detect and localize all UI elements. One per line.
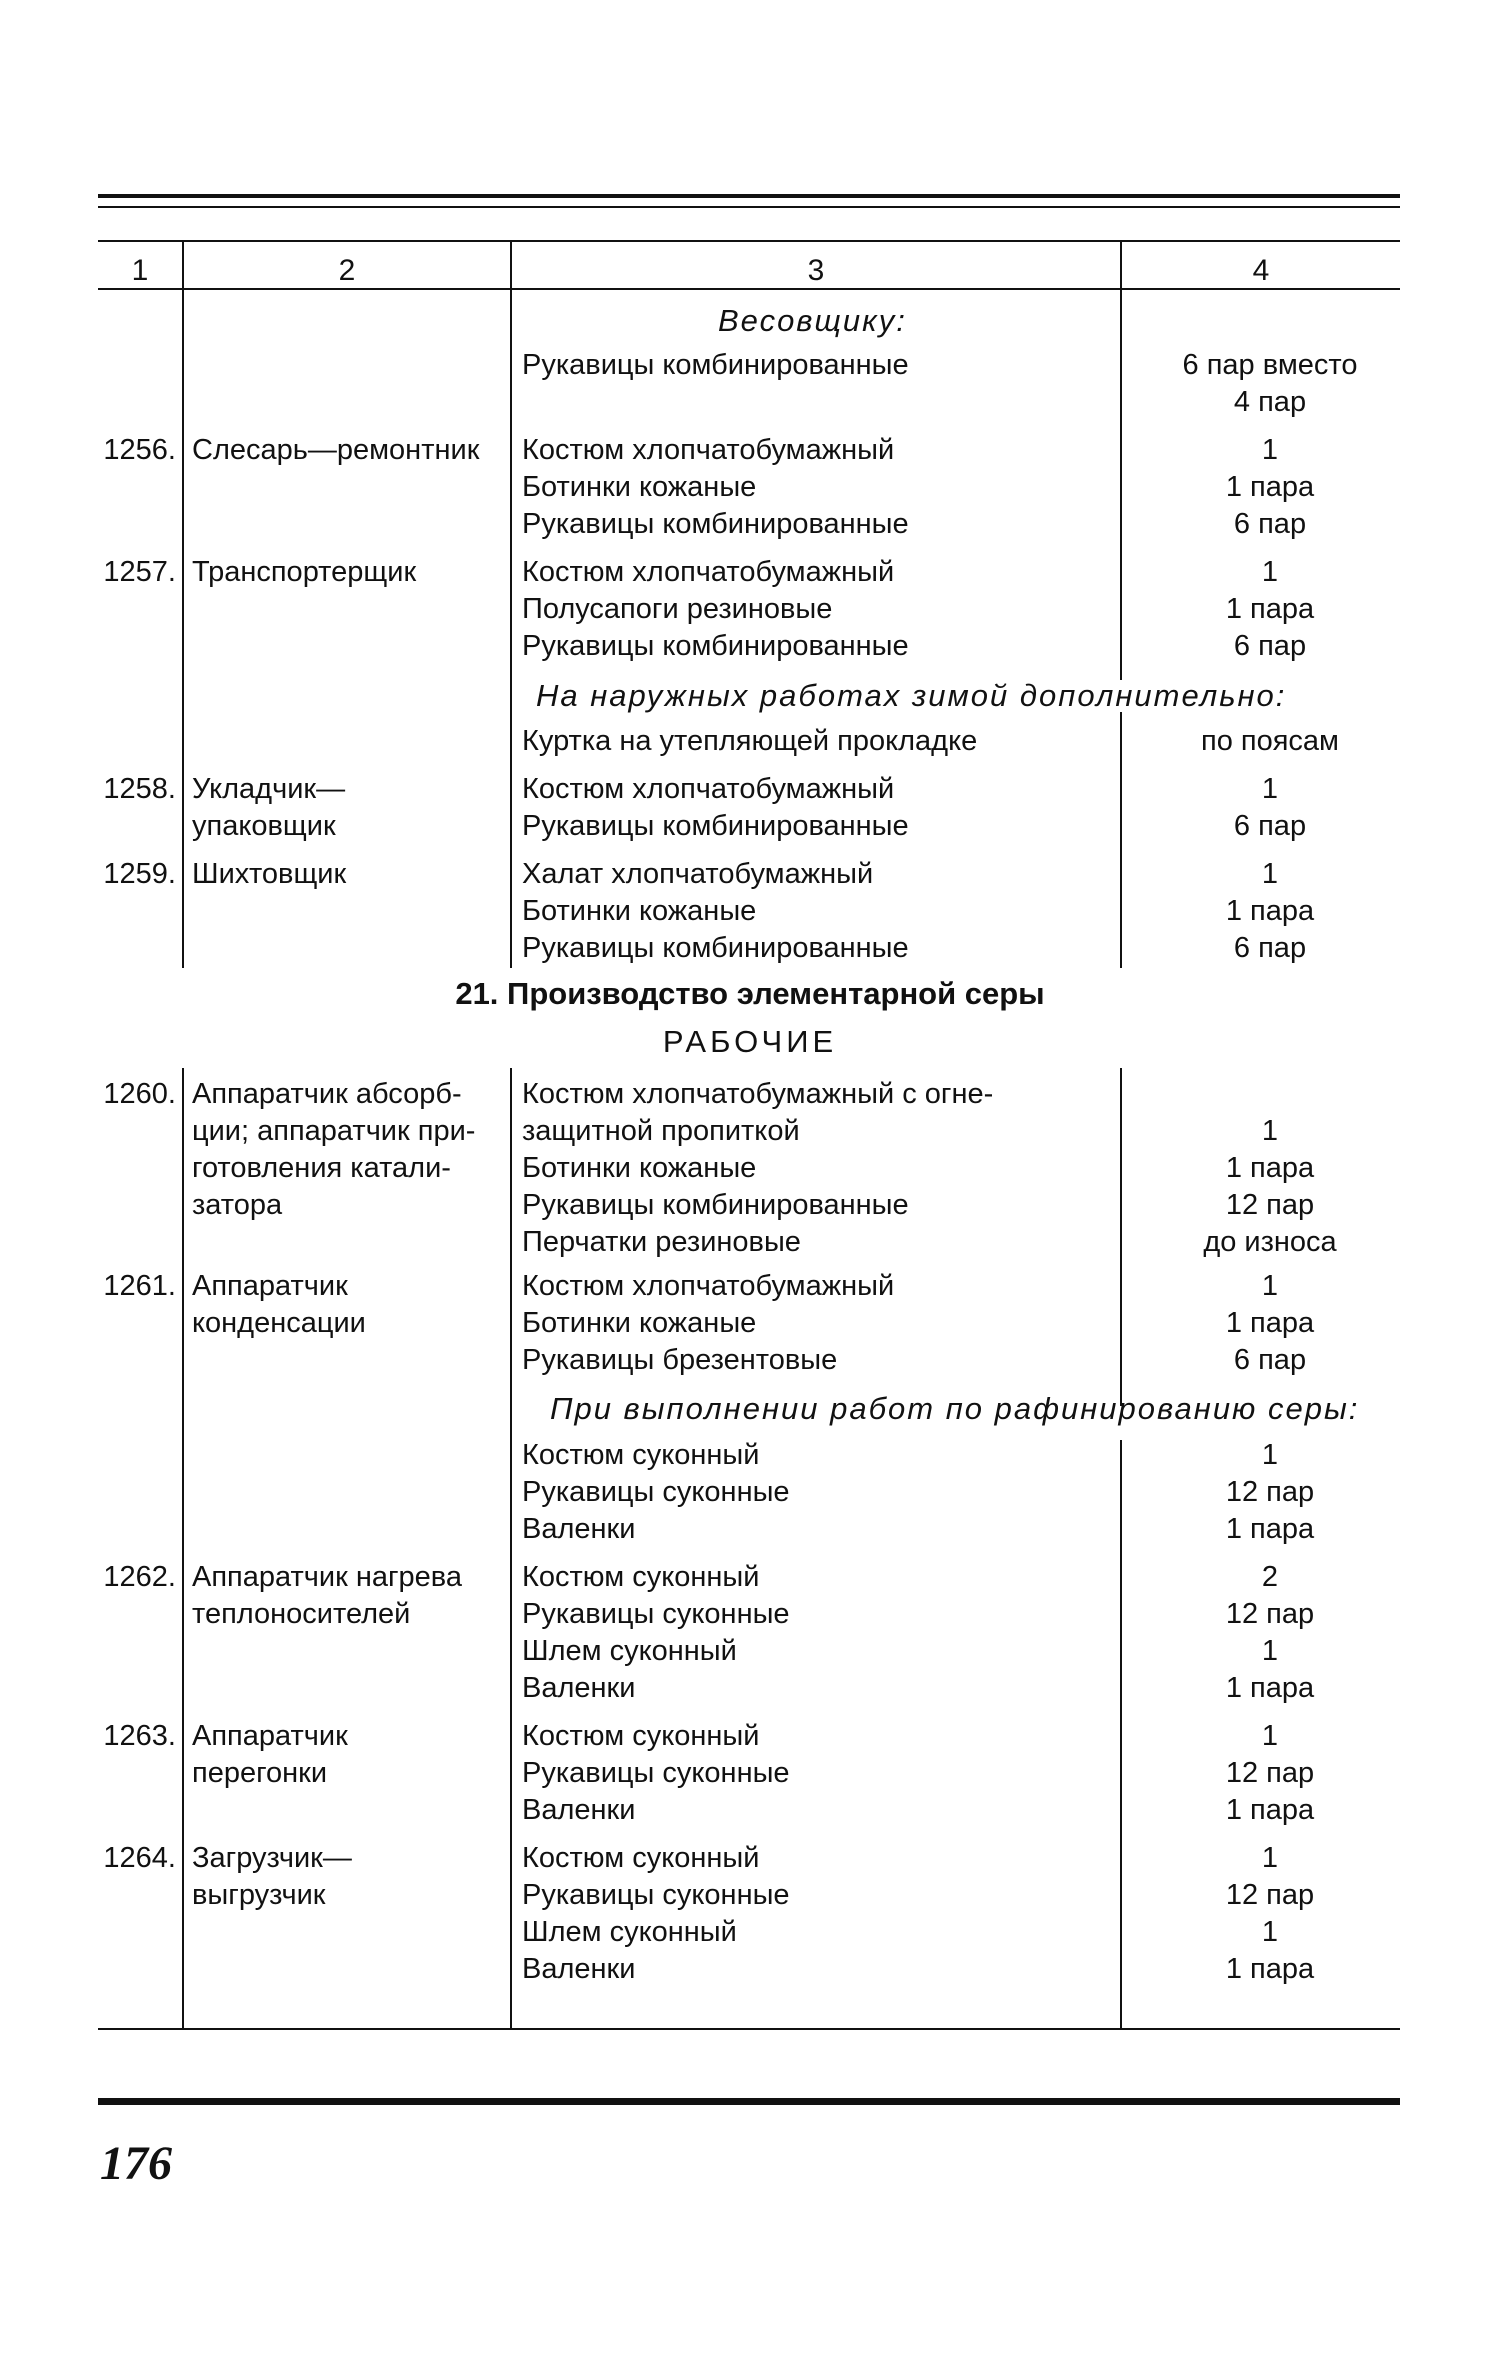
subheading-vesovshchiku: Весовщику: bbox=[718, 303, 907, 338]
row-1262-qty: 12 пар bbox=[1225, 1598, 1315, 1630]
row-1257-qty: 1 пара bbox=[1225, 593, 1315, 625]
row-1260-item: Костюм хлопчатобумажный с огне- bbox=[522, 1078, 994, 1110]
col-divider-1-upper bbox=[182, 240, 184, 968]
page-number: 176 bbox=[100, 2137, 172, 2190]
row-1261-profession: Аппаратчик bbox=[192, 1270, 348, 1302]
row-1258-qty: 1 bbox=[1261, 773, 1279, 805]
row-1262-item: Костюм суконный bbox=[522, 1561, 760, 1593]
row-1260-qty: 1 bbox=[1261, 1115, 1279, 1147]
row-1261-refine-item: Костюм суконный bbox=[522, 1439, 760, 1471]
row-1259-qty: 6 пар bbox=[1233, 932, 1307, 964]
row-1256-number: 1256. bbox=[103, 434, 176, 466]
row-1263-item: Валенки bbox=[522, 1794, 636, 1826]
row-1263-profession: Аппаратчик bbox=[192, 1720, 348, 1752]
row-1264-item: Рукавицы суконные bbox=[522, 1879, 790, 1911]
row-1257-qty: 1 bbox=[1261, 556, 1279, 588]
row-1262-qty: 1 пара bbox=[1225, 1672, 1315, 1704]
row-1264-item: Костюм суконный bbox=[522, 1842, 760, 1874]
row-1262-qty: 2 bbox=[1261, 1561, 1279, 1593]
header-top-line bbox=[98, 240, 1400, 242]
row-1262-item: Валенки bbox=[522, 1672, 636, 1704]
row-1261-item: Рукавицы брезентовые bbox=[522, 1344, 838, 1376]
table-bottom-line bbox=[98, 2028, 1400, 2030]
row-1263-item: Рукавицы суконные bbox=[522, 1757, 790, 1789]
row-1259-profession: Шихтовщик bbox=[192, 858, 347, 890]
subheading-outdoor-winter: На наружных работах зимой дополнительно: bbox=[536, 678, 1287, 713]
row-1261-refine-qty: 1 пара bbox=[1225, 1513, 1315, 1545]
row-1260-number: 1260. bbox=[103, 1078, 176, 1110]
row-1262-profession: теплоносителей bbox=[192, 1598, 411, 1630]
row-1256-profession: Слесарь—ремонтник bbox=[192, 434, 480, 466]
row-1260-profession: затора bbox=[192, 1189, 283, 1221]
row-1258-item: Рукавицы комбинированные bbox=[522, 810, 909, 842]
row-1260-qty: 12 пар bbox=[1225, 1189, 1315, 1221]
row-1262-number: 1262. bbox=[103, 1561, 176, 1593]
col-divider-1-lower bbox=[182, 1068, 184, 2028]
row-1260-item: Рукавицы комбинированные bbox=[522, 1189, 909, 1221]
row-1262-item: Рукавицы суконные bbox=[522, 1598, 790, 1630]
row-1257-extra-item: Куртка на утепляющей прокладке bbox=[522, 725, 978, 757]
row-1261-profession: конденсации bbox=[192, 1307, 366, 1339]
row-1263-profession: перегонки bbox=[192, 1757, 328, 1789]
row-1260-qty: до износа bbox=[1203, 1226, 1337, 1258]
row-1262-qty: 1 bbox=[1261, 1635, 1279, 1667]
row-1261-qty: 1 пара bbox=[1225, 1307, 1315, 1339]
row-1264-qty: 1 bbox=[1261, 1842, 1279, 1874]
row-1259-item: Халат хлопчатобумажный bbox=[522, 858, 874, 890]
col-divider-2-upper bbox=[510, 240, 512, 968]
row-1261-qty: 6 пар bbox=[1233, 1344, 1307, 1376]
row-1259-item: Рукавицы комбинированные bbox=[522, 932, 909, 964]
row-1260-profession: Аппаратчик абсорб- bbox=[192, 1078, 462, 1110]
top-rule-thin bbox=[98, 206, 1400, 208]
row-1261-number: 1261. bbox=[103, 1270, 176, 1302]
row-1257-item: Полусапоги резиновые bbox=[522, 593, 833, 625]
row-1264-item: Шлем суконный bbox=[522, 1916, 737, 1948]
row-1258-profession: Укладчик— bbox=[192, 773, 346, 805]
col-divider-3-upper-a bbox=[1120, 240, 1122, 680]
row-1258-number: 1258. bbox=[103, 773, 176, 805]
row-1264-qty: 12 пар bbox=[1225, 1879, 1315, 1911]
row-1258-profession: упаковщик bbox=[192, 810, 336, 842]
row0-qty-a: 6 пар вместо bbox=[1182, 349, 1358, 381]
row-1256-qty: 6 пар bbox=[1233, 508, 1307, 540]
col-header-3: 3 bbox=[807, 254, 825, 287]
row-1263-number: 1263. bbox=[103, 1720, 176, 1752]
row-1257-item: Костюм хлопчатобумажный bbox=[522, 556, 895, 588]
col-header-2: 2 bbox=[338, 254, 356, 287]
row-1260-item: Ботинки кожаные bbox=[522, 1152, 757, 1184]
row-1256-qty: 1 пара bbox=[1225, 471, 1315, 503]
row-1259-number: 1259. bbox=[103, 858, 176, 890]
row-1261-refine-item: Рукавицы суконные bbox=[522, 1476, 790, 1508]
row-1263-qty: 1 пара bbox=[1225, 1794, 1315, 1826]
row-1261-refine-qty: 1 bbox=[1261, 1439, 1279, 1471]
row-1261-qty: 1 bbox=[1261, 1270, 1279, 1302]
row-1256-item: Ботинки кожаные bbox=[522, 471, 757, 503]
col-divider-3-lower-a bbox=[1120, 1068, 1122, 1406]
row-1257-extra-qty: по поясам bbox=[1201, 725, 1339, 757]
row0-qty-b: 4 пар bbox=[1233, 386, 1307, 418]
row-1264-item: Валенки bbox=[522, 1953, 636, 1985]
row-1261-refine-item: Валенки bbox=[522, 1513, 636, 1545]
row-1264-number: 1264. bbox=[103, 1842, 176, 1874]
row-1260-profession: ции; аппаратчик при- bbox=[192, 1115, 476, 1147]
row-1262-profession: Аппаратчик нагрева bbox=[192, 1561, 463, 1593]
section-subtitle: РАБОЧИЕ bbox=[662, 1024, 838, 1059]
row-1259-qty: 1 пара bbox=[1225, 895, 1315, 927]
row0-item: Рукавицы комбинированные bbox=[522, 349, 909, 381]
row-1256-qty: 1 bbox=[1261, 434, 1279, 466]
row-1263-item: Костюм суконный bbox=[522, 1720, 760, 1752]
row-1258-qty: 6 пар bbox=[1233, 810, 1307, 842]
row-1260-item: Перчатки резиновые bbox=[522, 1226, 801, 1258]
row-1261-item: Костюм хлопчатобумажный bbox=[522, 1270, 895, 1302]
row-1257-item: Рукавицы комбинированные bbox=[522, 630, 909, 662]
row-1264-profession: Загрузчик— bbox=[192, 1842, 352, 1874]
row-1263-qty: 12 пар bbox=[1225, 1757, 1315, 1789]
row-1264-profession: выгрузчик bbox=[192, 1879, 326, 1911]
col-divider-3-lower-b bbox=[1120, 1440, 1122, 2028]
row-1259-item: Ботинки кожаные bbox=[522, 895, 757, 927]
row-1257-number: 1257. bbox=[103, 556, 176, 588]
row-1256-item: Костюм хлопчатобумажный bbox=[522, 434, 895, 466]
row-1256-item: Рукавицы комбинированные bbox=[522, 508, 909, 540]
col-header-4: 4 bbox=[1252, 254, 1270, 287]
subheading-refining: При выполнении работ по рафинированию серы: bbox=[550, 1391, 1360, 1426]
footer-rule bbox=[98, 2098, 1400, 2105]
row-1261-item: Ботинки кожаные bbox=[522, 1307, 757, 1339]
row-1264-qty: 1 bbox=[1261, 1916, 1279, 1948]
row-1260-profession: готовления катали- bbox=[192, 1152, 451, 1184]
row-1261-refine-qty: 12 пар bbox=[1225, 1476, 1315, 1508]
col-header-1: 1 bbox=[131, 254, 149, 287]
row-1258-item: Костюм хлопчатобумажный bbox=[522, 773, 895, 805]
row-1263-qty: 1 bbox=[1261, 1720, 1279, 1752]
row-1259-qty: 1 bbox=[1261, 858, 1279, 890]
row-1257-qty: 6 пар bbox=[1233, 630, 1307, 662]
row-1257-profession: Транспортерщик bbox=[192, 556, 417, 588]
col-divider-2-lower bbox=[510, 1068, 512, 2028]
top-rule bbox=[98, 194, 1400, 198]
row-1260-qty: 1 пара bbox=[1225, 1152, 1315, 1184]
row-1264-qty: 1 пара bbox=[1225, 1953, 1315, 1985]
row-1260-item: защитной пропиткой bbox=[522, 1115, 800, 1147]
row-1262-item: Шлем суконный bbox=[522, 1635, 737, 1667]
col-divider-3-upper-b bbox=[1120, 712, 1122, 968]
section-title: 21. Производство элементарной серы bbox=[455, 976, 1045, 1011]
